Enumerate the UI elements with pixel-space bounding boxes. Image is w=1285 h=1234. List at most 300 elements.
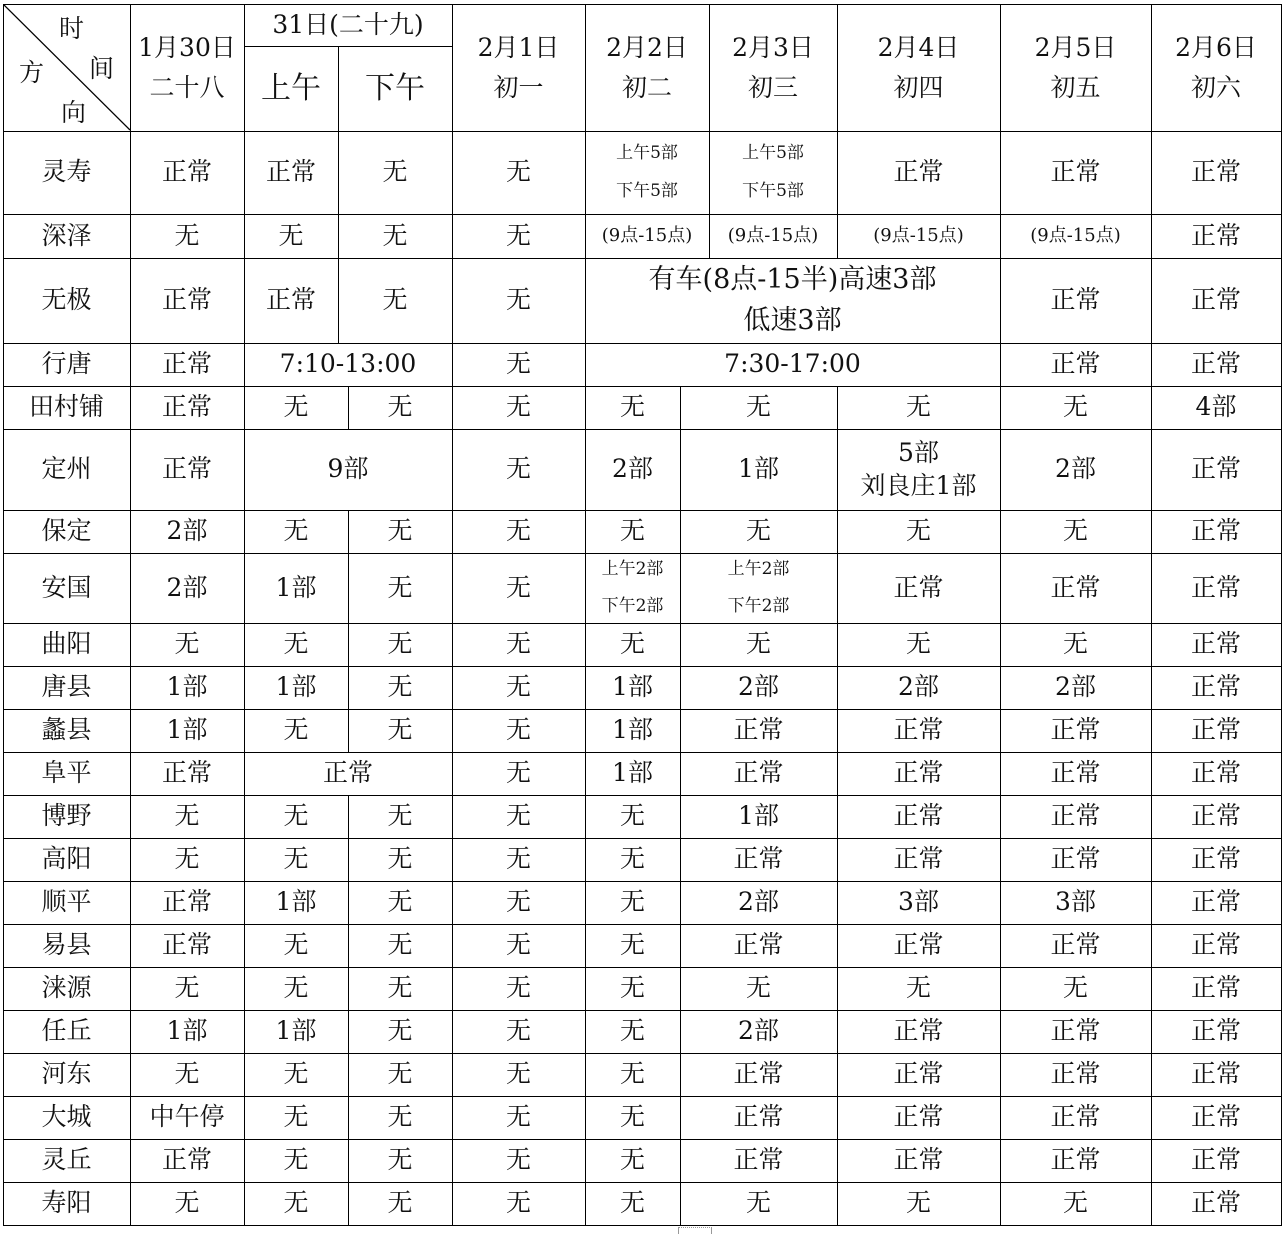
grid-line-h — [1000, 924, 1152, 925]
cell-14-2 — [244, 838, 348, 881]
cell-9-3-line-1: 无 — [387, 629, 413, 659]
grid-line-h — [1000, 258, 1152, 259]
grid-line-h — [585, 1096, 681, 1097]
cell-13-5-line-1: 无 — [619, 801, 645, 831]
cell-6-1 — [130, 429, 244, 510]
cell-21-9 — [1151, 1139, 1281, 1182]
cell-22-5-line-1: 无 — [619, 1188, 645, 1218]
grid-line-v — [1281, 623, 1282, 667]
grid-line-h — [837, 881, 1001, 882]
cell-14-1-line-1: 无 — [174, 844, 200, 874]
grid-line-v — [130, 1139, 131, 1183]
cell-20-9-line-1: 正常 — [1190, 1102, 1241, 1132]
row-label — [3, 214, 130, 258]
grid-line-v — [1000, 131, 1001, 215]
grid-line-h — [837, 510, 1001, 511]
grid-line-h — [585, 1182, 681, 1183]
grid-line-v — [585, 4, 586, 132]
cell-7-5 — [585, 510, 680, 553]
cell-6-6 — [837, 429, 1000, 510]
row-label-line-1: 曲阳 — [41, 629, 92, 659]
cell-19-7 — [837, 1053, 1000, 1096]
cell-9-9 — [1151, 623, 1281, 666]
grid-line-h — [585, 752, 681, 753]
grid-line-v — [3, 1053, 4, 1097]
cell-8-1 — [130, 553, 244, 623]
cell-7-7-line-1: 无 — [905, 516, 931, 546]
grid-line-h — [3, 4, 131, 5]
cell-17-1-line-1: 无 — [174, 973, 200, 1003]
grid-line-v — [130, 343, 131, 387]
cell-19-2 — [244, 1053, 348, 1096]
cell-14-3 — [348, 838, 452, 881]
grid-line-h — [837, 429, 1001, 430]
grid-line-h — [680, 1096, 838, 1097]
grid-line-h — [1151, 553, 1282, 554]
corner-label-time-1: 时 — [59, 14, 85, 43]
grid-line-v — [130, 510, 131, 554]
cell-17-3 — [348, 967, 452, 1010]
grid-line-v — [585, 429, 586, 511]
cell-22-2-line-1: 无 — [283, 1188, 309, 1218]
header-feb4-line-2: 初四 — [893, 72, 944, 102]
grid-line-h — [1151, 386, 1282, 387]
grid-line-v — [3, 838, 4, 882]
grid-line-h — [837, 838, 1001, 839]
grid-line-h — [348, 510, 453, 511]
row-label — [3, 838, 130, 881]
grid-line-h — [1151, 1182, 1282, 1183]
cell-2-4 — [452, 214, 585, 258]
grid-line-v — [1000, 838, 1001, 882]
grid-line-v — [130, 881, 131, 925]
grid-line-h — [680, 795, 838, 796]
cell-1-3 — [338, 131, 452, 214]
cell-15-8-line-1: 3部 — [1055, 887, 1096, 917]
grid-line-v — [3, 709, 4, 753]
grid-line-v — [348, 1182, 349, 1226]
grid-line-h — [3, 1053, 131, 1054]
cell-6-3 — [452, 429, 585, 510]
grid-line-v — [837, 1139, 838, 1183]
grid-line-h — [130, 924, 245, 925]
header-jan31-pm — [338, 46, 452, 131]
grid-line-v — [130, 1096, 131, 1140]
cell-21-6 — [680, 1139, 837, 1182]
cell-9-9-line-1: 正常 — [1190, 629, 1241, 659]
grid-line-h — [348, 1225, 453, 1226]
cell-13-3-line-1: 无 — [387, 801, 413, 831]
row-label-line-1: 河东 — [41, 1059, 92, 1089]
grid-line-h — [348, 1139, 453, 1140]
cell-7-9 — [1151, 510, 1281, 553]
grid-line-h — [244, 131, 339, 132]
cell-8-9 — [1151, 553, 1281, 623]
cell-21-1 — [130, 1139, 244, 1182]
cell-12-5-line-1: 正常 — [733, 758, 784, 788]
grid-line-h — [1151, 1139, 1282, 1140]
cell-11-8-line-1: 正常 — [1050, 715, 1101, 745]
grid-line-h — [130, 967, 245, 968]
grid-line-v — [837, 1182, 838, 1226]
cell-8-7-line-1: 正常 — [893, 572, 944, 602]
grid-line-h — [1000, 881, 1152, 882]
row-label — [3, 1096, 130, 1139]
grid-line-v — [244, 214, 245, 259]
cell-14-4 — [452, 838, 585, 881]
grid-line-h — [837, 709, 1001, 710]
cell-15-1-line-1: 正常 — [161, 887, 212, 917]
grid-line-h — [680, 1139, 838, 1140]
cell-7-8-line-1: 无 — [1062, 516, 1088, 546]
grid-line-v — [452, 1139, 453, 1183]
cell-5-2-line-1: 无 — [283, 392, 309, 422]
grid-line-h — [452, 214, 586, 215]
grid-line-h — [244, 258, 339, 259]
grid-line-v — [130, 967, 131, 1011]
row-label-line-1: 安国 — [41, 572, 92, 602]
grid-line-v — [3, 795, 4, 839]
grid-line-v — [585, 924, 586, 968]
cell-18-6 — [680, 1010, 837, 1053]
cell-22-3-line-1: 无 — [387, 1188, 413, 1218]
cell-6-5-line-1: 1部 — [738, 454, 779, 484]
grid-line-v — [348, 1139, 349, 1183]
grid-line-v — [837, 429, 838, 511]
grid-line-v — [585, 343, 586, 387]
grid-line-v — [348, 709, 349, 753]
grid-line-v — [452, 553, 453, 624]
grid-line-v — [1281, 1139, 1282, 1183]
cell-3-3-line-1: 无 — [382, 285, 408, 315]
grid-line-h — [244, 553, 349, 554]
cell-5-1-line-1: 正常 — [161, 392, 212, 422]
cell-13-4 — [452, 795, 585, 838]
cell-1-9-line-1: 正常 — [1190, 157, 1241, 187]
grid-line-v — [1151, 967, 1152, 1011]
grid-line-v — [452, 838, 453, 882]
grid-line-h — [837, 752, 1001, 753]
header-jan30-line-2: 二十八 — [149, 72, 225, 102]
grid-line-v — [452, 343, 453, 387]
grid-line-h — [585, 510, 681, 511]
grid-line-v — [1281, 752, 1282, 796]
grid-line-h — [452, 1139, 586, 1140]
grid-line-h — [452, 343, 586, 344]
grid-line-v — [348, 666, 349, 710]
grid-line-h — [452, 1053, 586, 1054]
cell-20-3-line-1: 无 — [387, 1102, 413, 1132]
grid-line-h — [244, 1139, 349, 1140]
cell-10-4 — [452, 666, 585, 709]
grid-line-v — [1281, 666, 1282, 710]
row-label — [3, 510, 130, 553]
cell-19-3 — [348, 1053, 452, 1096]
cell-14-7-line-1: 正常 — [893, 844, 944, 874]
header-feb4-line-1: 2月4日 — [877, 32, 960, 62]
cell-9-6 — [680, 623, 837, 666]
cell-2-9 — [1151, 214, 1281, 258]
grid-line-h — [837, 666, 1001, 667]
grid-line-h — [348, 881, 453, 882]
cell-12-4 — [585, 752, 680, 795]
row-label-line-1: 保定 — [41, 516, 92, 546]
cell-15-5 — [585, 881, 680, 924]
cell-17-5 — [585, 967, 680, 1010]
cell-12-7-line-1: 正常 — [1050, 758, 1101, 788]
cell-16-9 — [1151, 924, 1281, 967]
cell-22-7 — [837, 1182, 1000, 1225]
grid-line-h — [244, 623, 349, 624]
grid-line-v — [452, 623, 453, 667]
grid-line-h — [1000, 1225, 1152, 1226]
cell-4-3 — [452, 343, 585, 386]
grid-line-h — [130, 429, 245, 430]
grid-line-h — [130, 838, 245, 839]
cell-5-9-line-1: 4部 — [1195, 392, 1237, 422]
cell-15-5-line-1: 无 — [619, 887, 645, 917]
cell-21-3-line-1: 无 — [387, 1145, 413, 1175]
cell-13-4-line-1: 无 — [505, 801, 531, 831]
cell-5-7-line-1: 无 — [905, 392, 931, 422]
grid-line-h — [1151, 881, 1282, 882]
cell-7-2 — [244, 510, 348, 553]
cell-7-2-line-1: 无 — [283, 516, 309, 546]
grid-line-h — [585, 214, 710, 215]
cell-12-1-line-1: 正常 — [161, 758, 212, 788]
corner-label-time-2: 间 — [89, 54, 115, 83]
cell-22-6-line-1: 无 — [745, 1188, 771, 1218]
cell-17-9 — [1151, 967, 1281, 1010]
cell-18-4-line-1: 无 — [505, 1016, 531, 1046]
row-label — [3, 258, 130, 343]
cell-14-1 — [130, 838, 244, 881]
grid-line-v — [1000, 4, 1001, 132]
cell-2-3 — [338, 214, 452, 258]
grid-line-h — [1151, 1096, 1282, 1097]
grid-line-v — [585, 386, 586, 430]
cell-8-3-line-1: 无 — [387, 572, 413, 602]
grid-line-h — [130, 4, 245, 5]
grid-line-v — [1000, 1139, 1001, 1183]
grid-line-h — [1000, 795, 1152, 796]
grid-line-h — [244, 838, 349, 839]
cell-17-1 — [130, 967, 244, 1010]
grid-line-h — [1151, 795, 1282, 796]
cell-22-1 — [130, 1182, 244, 1225]
grid-line-h — [348, 666, 453, 667]
cell-21-4 — [452, 1139, 585, 1182]
grid-line-v — [348, 510, 349, 554]
grid-line-v — [348, 881, 349, 925]
cell-1-5-line-1: 上午5部 — [616, 143, 678, 164]
cell-5-5-line-1: 无 — [619, 392, 645, 422]
grid-line-v — [244, 666, 245, 710]
cell-16-3 — [348, 924, 452, 967]
grid-line-v — [244, 795, 245, 839]
grid-line-v — [130, 386, 131, 430]
grid-line-h — [1151, 838, 1282, 839]
grid-line-v — [244, 709, 245, 753]
grid-line-h — [244, 1096, 349, 1097]
grid-line-h — [3, 795, 131, 796]
grid-line-v — [244, 924, 245, 968]
grid-line-h — [1000, 510, 1152, 511]
grid-line-v — [1151, 429, 1152, 511]
grid-line-v — [3, 1010, 4, 1054]
grid-line-v — [348, 1096, 349, 1140]
grid-line-h — [709, 131, 838, 132]
cell-11-4-line-1: 无 — [505, 715, 531, 745]
cell-3-1-line-1: 正常 — [161, 285, 212, 315]
cell-3-1 — [130, 258, 244, 343]
cell-8-6 — [680, 553, 837, 623]
cell-20-4-line-1: 无 — [505, 1102, 531, 1132]
grid-line-h — [585, 1139, 681, 1140]
grid-line-h — [680, 881, 838, 882]
cell-13-5 — [585, 795, 680, 838]
cell-7-6-line-1: 无 — [745, 516, 771, 546]
row-label — [3, 386, 130, 429]
grid-line-h — [837, 967, 1001, 968]
grid-line-v — [837, 881, 838, 925]
cell-15-4 — [452, 881, 585, 924]
grid-line-v — [3, 553, 4, 624]
grid-line-h — [680, 553, 838, 554]
cell-15-4-line-1: 无 — [505, 887, 531, 917]
grid-line-v — [244, 623, 245, 667]
cell-5-5 — [585, 386, 680, 429]
grid-line-h — [1000, 623, 1152, 624]
cell-18-2 — [244, 1010, 348, 1053]
cell-1-3-line-1: 无 — [382, 157, 408, 187]
grid-line-v — [680, 1010, 681, 1054]
cell-19-2-line-1: 无 — [283, 1059, 309, 1089]
cell-15-9 — [1151, 881, 1281, 924]
cell-11-7 — [837, 709, 1000, 752]
grid-line-h — [130, 1225, 245, 1226]
cell-16-3-line-1: 无 — [387, 930, 413, 960]
header-feb1-line-1: 2月1日 — [477, 32, 560, 62]
cell-18-3-line-1: 无 — [387, 1016, 413, 1046]
header-feb5-line-1: 2月5日 — [1034, 32, 1117, 62]
cell-21-2 — [244, 1139, 348, 1182]
cell-2-3-line-1: 无 — [382, 220, 408, 250]
grid-line-h — [348, 1096, 453, 1097]
cell-19-7-line-1: 正常 — [893, 1059, 944, 1089]
grid-line-v — [244, 1182, 245, 1226]
grid-line-v — [585, 838, 586, 882]
cell-21-2-line-1: 无 — [283, 1145, 309, 1175]
grid-line-h — [837, 1139, 1001, 1140]
grid-line-v — [1281, 1010, 1282, 1054]
cell-12-6 — [837, 752, 1000, 795]
grid-line-v — [837, 967, 838, 1011]
grid-line-v — [1281, 709, 1282, 753]
grid-line-h — [338, 131, 453, 132]
grid-line-v — [1281, 214, 1282, 259]
grid-line-h — [244, 46, 339, 47]
cell-14-9 — [1151, 838, 1281, 881]
cell-13-9 — [1151, 795, 1281, 838]
grid-line-h — [680, 924, 838, 925]
cell-15-2-line-1: 1部 — [275, 887, 317, 917]
cell-14-2-line-1: 无 — [283, 844, 309, 874]
cell-5-2 — [244, 386, 348, 429]
grid-line-h — [585, 881, 681, 882]
cell-8-6-line-1: 上午2部 — [727, 558, 790, 579]
grid-line-v — [452, 131, 453, 215]
cell-9-1 — [130, 623, 244, 666]
cell-4-6 — [1151, 343, 1281, 386]
grid-line-h — [338, 258, 453, 259]
row-label — [3, 881, 130, 924]
cell-1-4-line-1: 无 — [505, 157, 531, 187]
grid-line-h — [680, 838, 838, 839]
grid-line-v — [452, 666, 453, 710]
cell-10-5 — [585, 666, 680, 709]
header-feb1-line-2: 初一 — [493, 72, 544, 102]
cell-1-7-line-1: 正常 — [893, 157, 944, 187]
grid-line-v — [244, 752, 245, 796]
grid-line-v — [837, 666, 838, 710]
cell-22-8 — [1000, 1182, 1151, 1225]
grid-line-h — [348, 967, 453, 968]
cell-14-4-line-1: 无 — [505, 844, 531, 874]
cell-15-8 — [1000, 881, 1151, 924]
grid-line-h — [837, 386, 1001, 387]
header-feb6 — [1151, 4, 1281, 131]
cell-4-2 — [244, 343, 452, 386]
grid-line-h — [130, 553, 245, 554]
cell-13-7 — [837, 795, 1000, 838]
cell-4-1 — [130, 343, 244, 386]
grid-line-v — [1151, 924, 1152, 968]
grid-line-h — [244, 709, 349, 710]
grid-line-v — [680, 553, 681, 624]
grid-line-v — [680, 429, 681, 511]
cell-21-8 — [1000, 1139, 1151, 1182]
cell-9-5 — [585, 623, 680, 666]
cell-7-4-line-1: 无 — [505, 516, 531, 546]
grid-line-v — [680, 1096, 681, 1140]
cell-16-1-line-1: 正常 — [161, 930, 212, 960]
cell-17-4-line-1: 无 — [505, 973, 531, 1003]
row-label — [3, 343, 130, 386]
cell-13-1-line-1: 无 — [174, 801, 200, 831]
grid-line-v — [452, 510, 453, 554]
cell-2-7 — [837, 214, 1000, 258]
grid-line-v — [1151, 131, 1152, 215]
grid-line-v — [585, 1182, 586, 1226]
row-label — [3, 1139, 130, 1182]
cell-5-3-line-1: 无 — [387, 392, 413, 422]
cell-5-4 — [452, 386, 585, 429]
grid-line-h — [585, 131, 710, 132]
grid-line-h — [452, 795, 586, 796]
cell-1-6-line-2: 下午5部 — [742, 180, 804, 201]
cell-1-1-line-1: 正常 — [161, 157, 212, 187]
grid-line-h — [1000, 709, 1152, 710]
cell-6-2 — [244, 429, 452, 510]
cell-21-5 — [585, 1139, 680, 1182]
cell-3-5 — [585, 258, 1000, 343]
grid-line-h — [244, 343, 453, 344]
schedule-table — [3, 4, 1281, 1226]
grid-line-h — [348, 623, 453, 624]
grid-line-h — [837, 553, 1001, 554]
cell-16-5 — [585, 924, 680, 967]
